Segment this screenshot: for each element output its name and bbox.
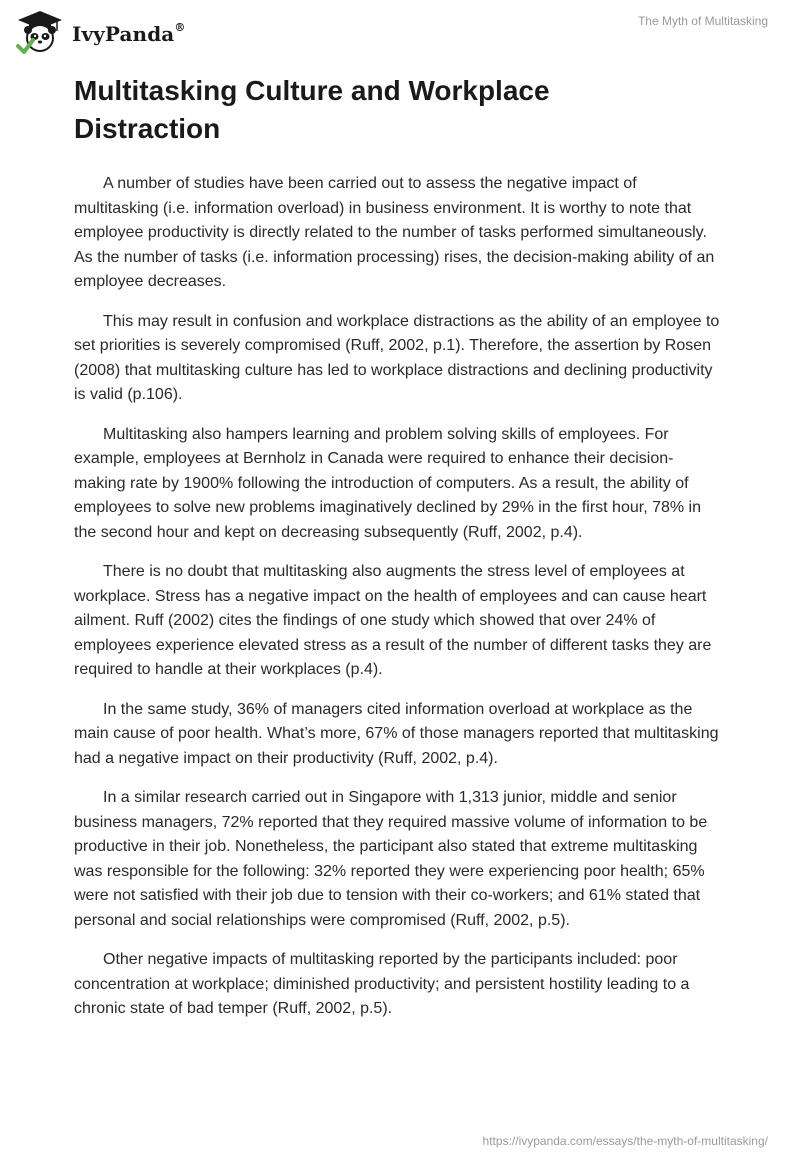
ivypanda-logo[interactable] <box>16 10 185 56</box>
brand-name: IvyPanda® <box>72 21 186 46</box>
article-title: Multitasking Culture and Workplace Distraction <box>74 75 550 144</box>
article-paragraph: This may result in confusion and workplace distractions as the ability of an employee to set priorities is severely compromised (Ruff, 2002, p.1). Therefore, the assertion by Rosen (2008) that multitasking culture has led to workplace distractions and declining productivity is valid (p.106). <box>74 312 720 403</box>
source-url-link[interactable]: https://ivypanda.com/essays/the-myth-of-multitasking/ <box>482 1134 768 1148</box>
article-paragraph: In the same study, 36% of managers cited information overload at workplace as the main cause of poor health. What’s more, 67% of those managers reported that multitasking had a negative impact on their productivity (Ruff, 2002, p.4). <box>74 700 719 767</box>
document-title: The Myth of Multitasking <box>637 14 768 28</box>
panda-graduate-icon <box>16 10 64 56</box>
article-paragraph: Multitasking also hampers learning and problem solving skills of employees. For example, employees at Bernholz in Canada were required to enhance their decision-making rate by 1900% following the introduction of computers. As a result, the ability of employees to solve new problems imaginatively declined by 29% in the first hour, 78% in the second hour and kept on decreasing subsequently (Ruff, 2002, p.4). <box>74 425 701 541</box>
page-header <box>0 0 800 70</box>
article-paragraph: A number of studies have been carried out to assess the negative impact of multitasking (i.e. information overload) in business environment. It is worthy to note that employee productivity is directly related to the number of tasks performed simultaneously. As the number of tasks (i.e. information processing) rises, the decision-making ability of an employee decreases. <box>74 175 715 290</box>
article-paragraph: In a similar research carried out in Singapore with 1,313 junior, middle and senior business managers, 72% reported that they required massive volume of information to be productive in their job. Nonetheless, the participant also stated that extreme multitasking was responsible for the following: 32% reported they were experiencing poor health; 65% were not satisfied with their job due to tension with their co-workers; and 61% stated that personal and social relationships were compromised (Ruff, 2002, p.5). <box>74 789 708 929</box>
article-paragraph: Other negative impacts of multitasking reported by the participants included: poor concentration at workplace; diminished productivity; and persistent hostility leading to a chronic state of bad temper (Ruff, 2002, p.5). <box>74 951 690 1017</box>
article <box>74 72 724 1037</box>
registered-mark: ® <box>174 21 186 35</box>
article-paragraph: There is no doubt that multitasking also augments the stress level of employees at workplace. Stress has a negative impact on the health of employees and can cause heart ailment. Ruff (2002) cites the findings of one study which showed that over 24% of employees experience elevated stress as a result of the number of different tasks they are required to handle at their workplaces (p.4). <box>74 563 712 678</box>
